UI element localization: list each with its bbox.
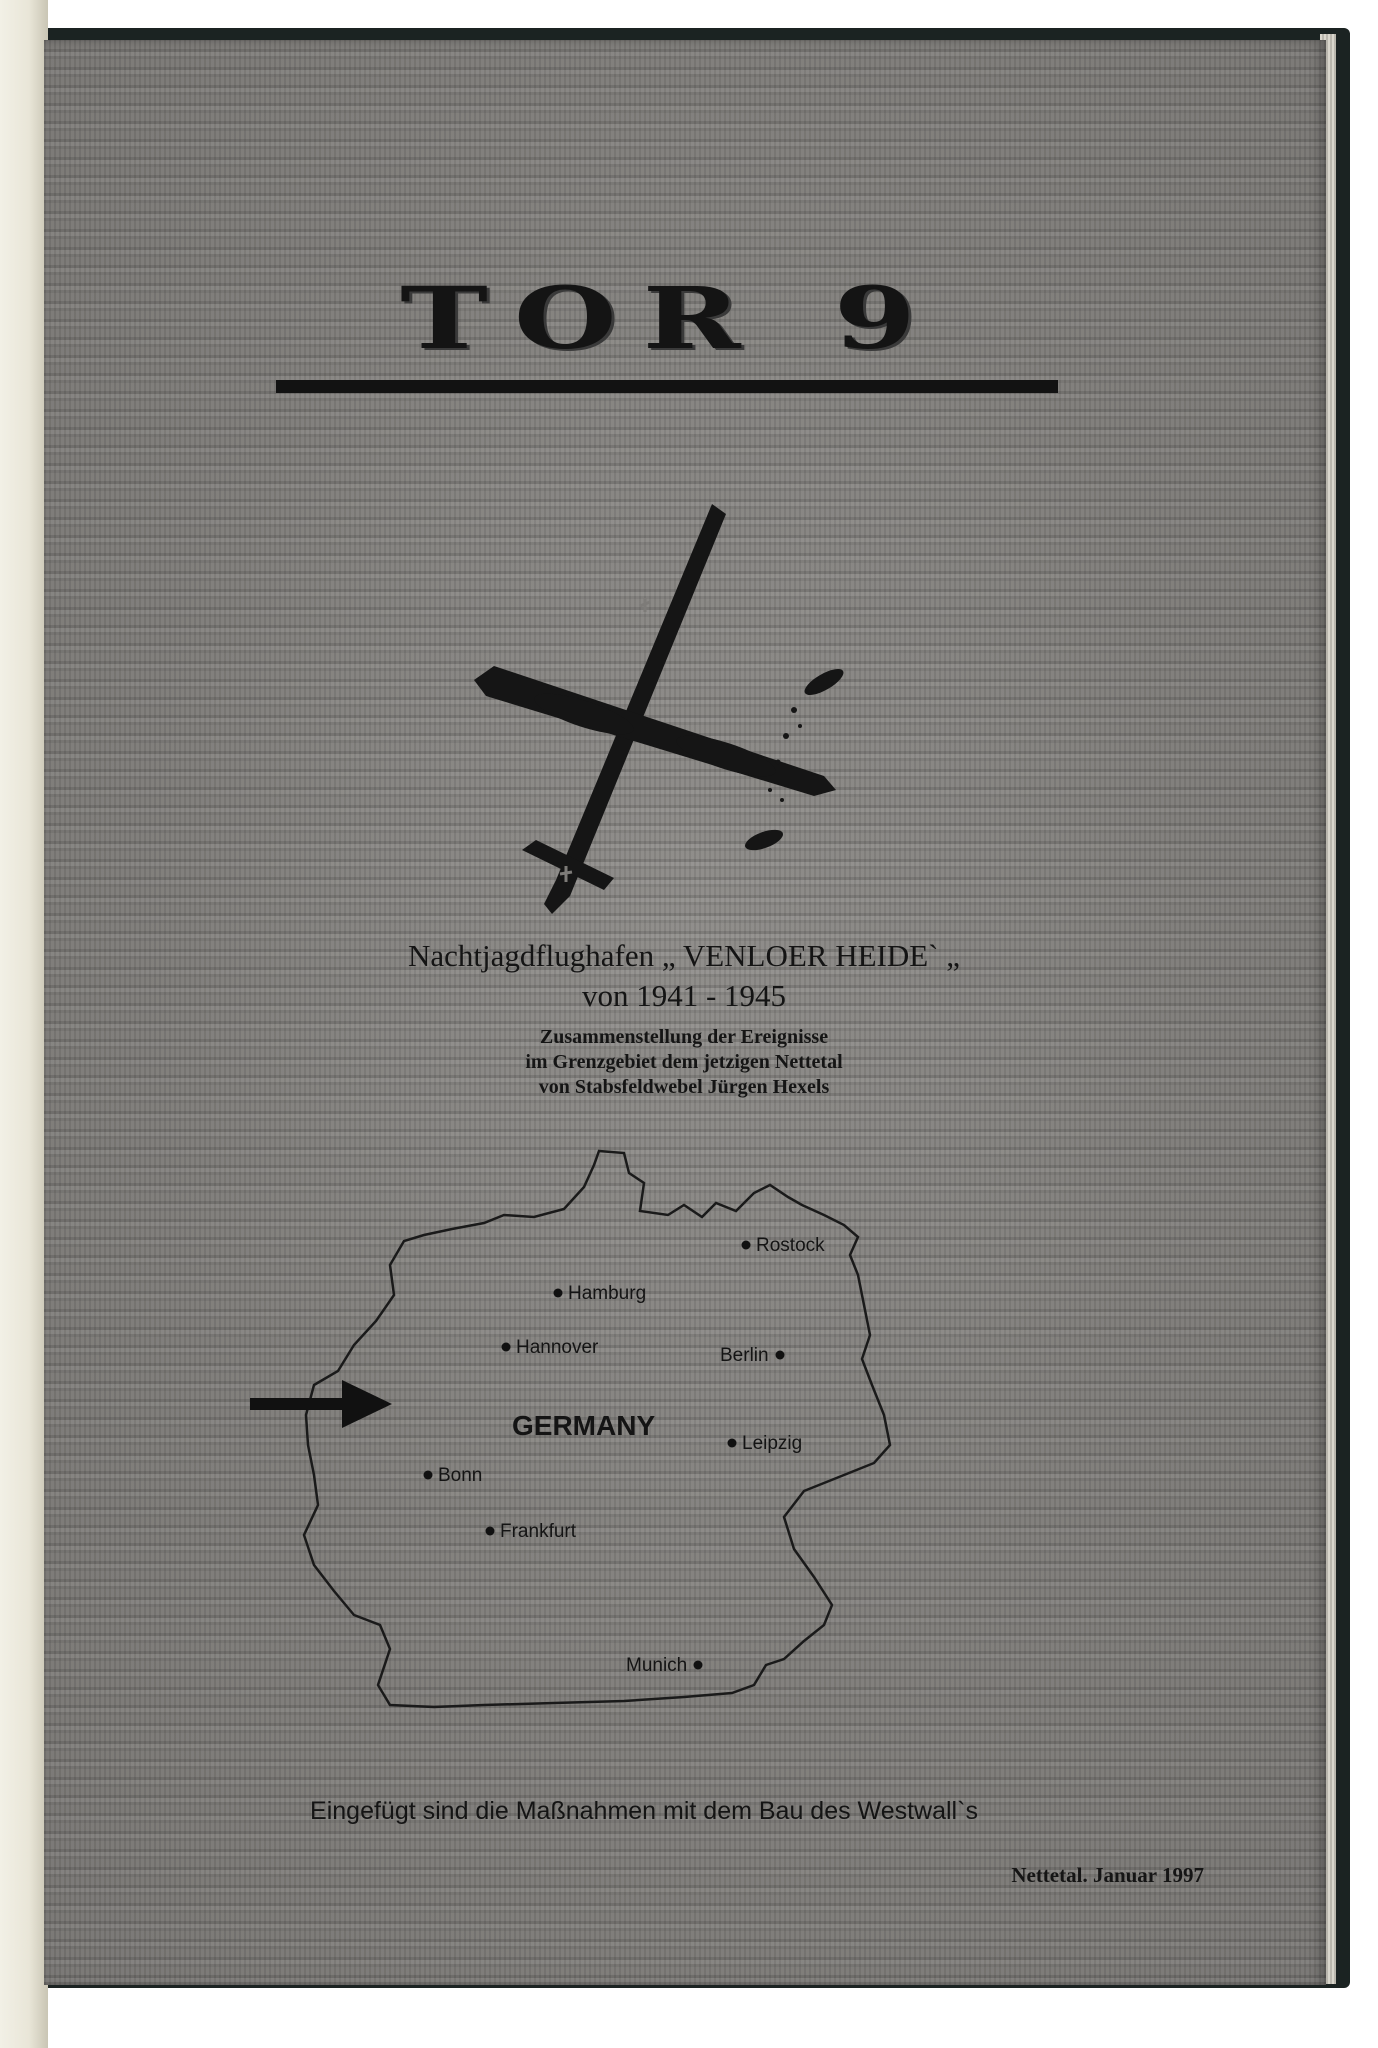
city-dot-icon [486, 1527, 495, 1536]
city-label-berlin: Berlin [720, 1345, 769, 1366]
city-label-frankfurt: Frankfurt [500, 1521, 577, 1542]
city-dot-icon [742, 1241, 751, 1250]
city-dot-icon [728, 1439, 737, 1448]
heading-line-2: von 1941 - 1945 [581, 978, 787, 1013]
arrow-right-icon [246, 1378, 396, 1430]
heading-line-1: Nachtjagdflughafen „ VENLOER HEIDE` „ [407, 938, 961, 973]
document-title: TOR 9 [400, 268, 942, 369]
left-page-edge [0, 0, 48, 2048]
germany-map [284, 1145, 924, 1765]
footer-note: Eingefügt sind die Maßnahmen mit dem Bau des Westwall`s [310, 1797, 978, 1825]
city-label-hamburg: Hamburg [568, 1283, 647, 1304]
title-page [44, 40, 1326, 1985]
title-underline [276, 380, 1058, 393]
subtitle-line-2: im Grenzgebiet dem jetzigen Nettetal [525, 1051, 843, 1073]
city-label-rostock: Rostock [756, 1235, 825, 1256]
city-dot-icon [502, 1343, 511, 1352]
city-label-bonn: Bonn [438, 1465, 483, 1486]
country-label: GERMANY [512, 1410, 656, 1441]
city-dot-icon [776, 1351, 785, 1360]
subtitle-line-3: von Stabsfeldwebel Jürgen Hexels [538, 1076, 830, 1098]
city-dot-icon [694, 1661, 703, 1670]
city-label-hannover: Hannover [516, 1337, 599, 1358]
city-label-leipzig: Leipzig [742, 1433, 803, 1454]
city-label-munich: Munich [626, 1655, 688, 1676]
place-date: Nettetal. Januar 1997 [1011, 1863, 1204, 1887]
city-dot-icon [554, 1289, 563, 1298]
city-dot-icon [424, 1471, 433, 1480]
city-dots [424, 1241, 785, 1670]
subtitle-line-1: Zusammenstellung der Ereignisse [539, 1026, 829, 1048]
plane-photo [464, 500, 884, 930]
